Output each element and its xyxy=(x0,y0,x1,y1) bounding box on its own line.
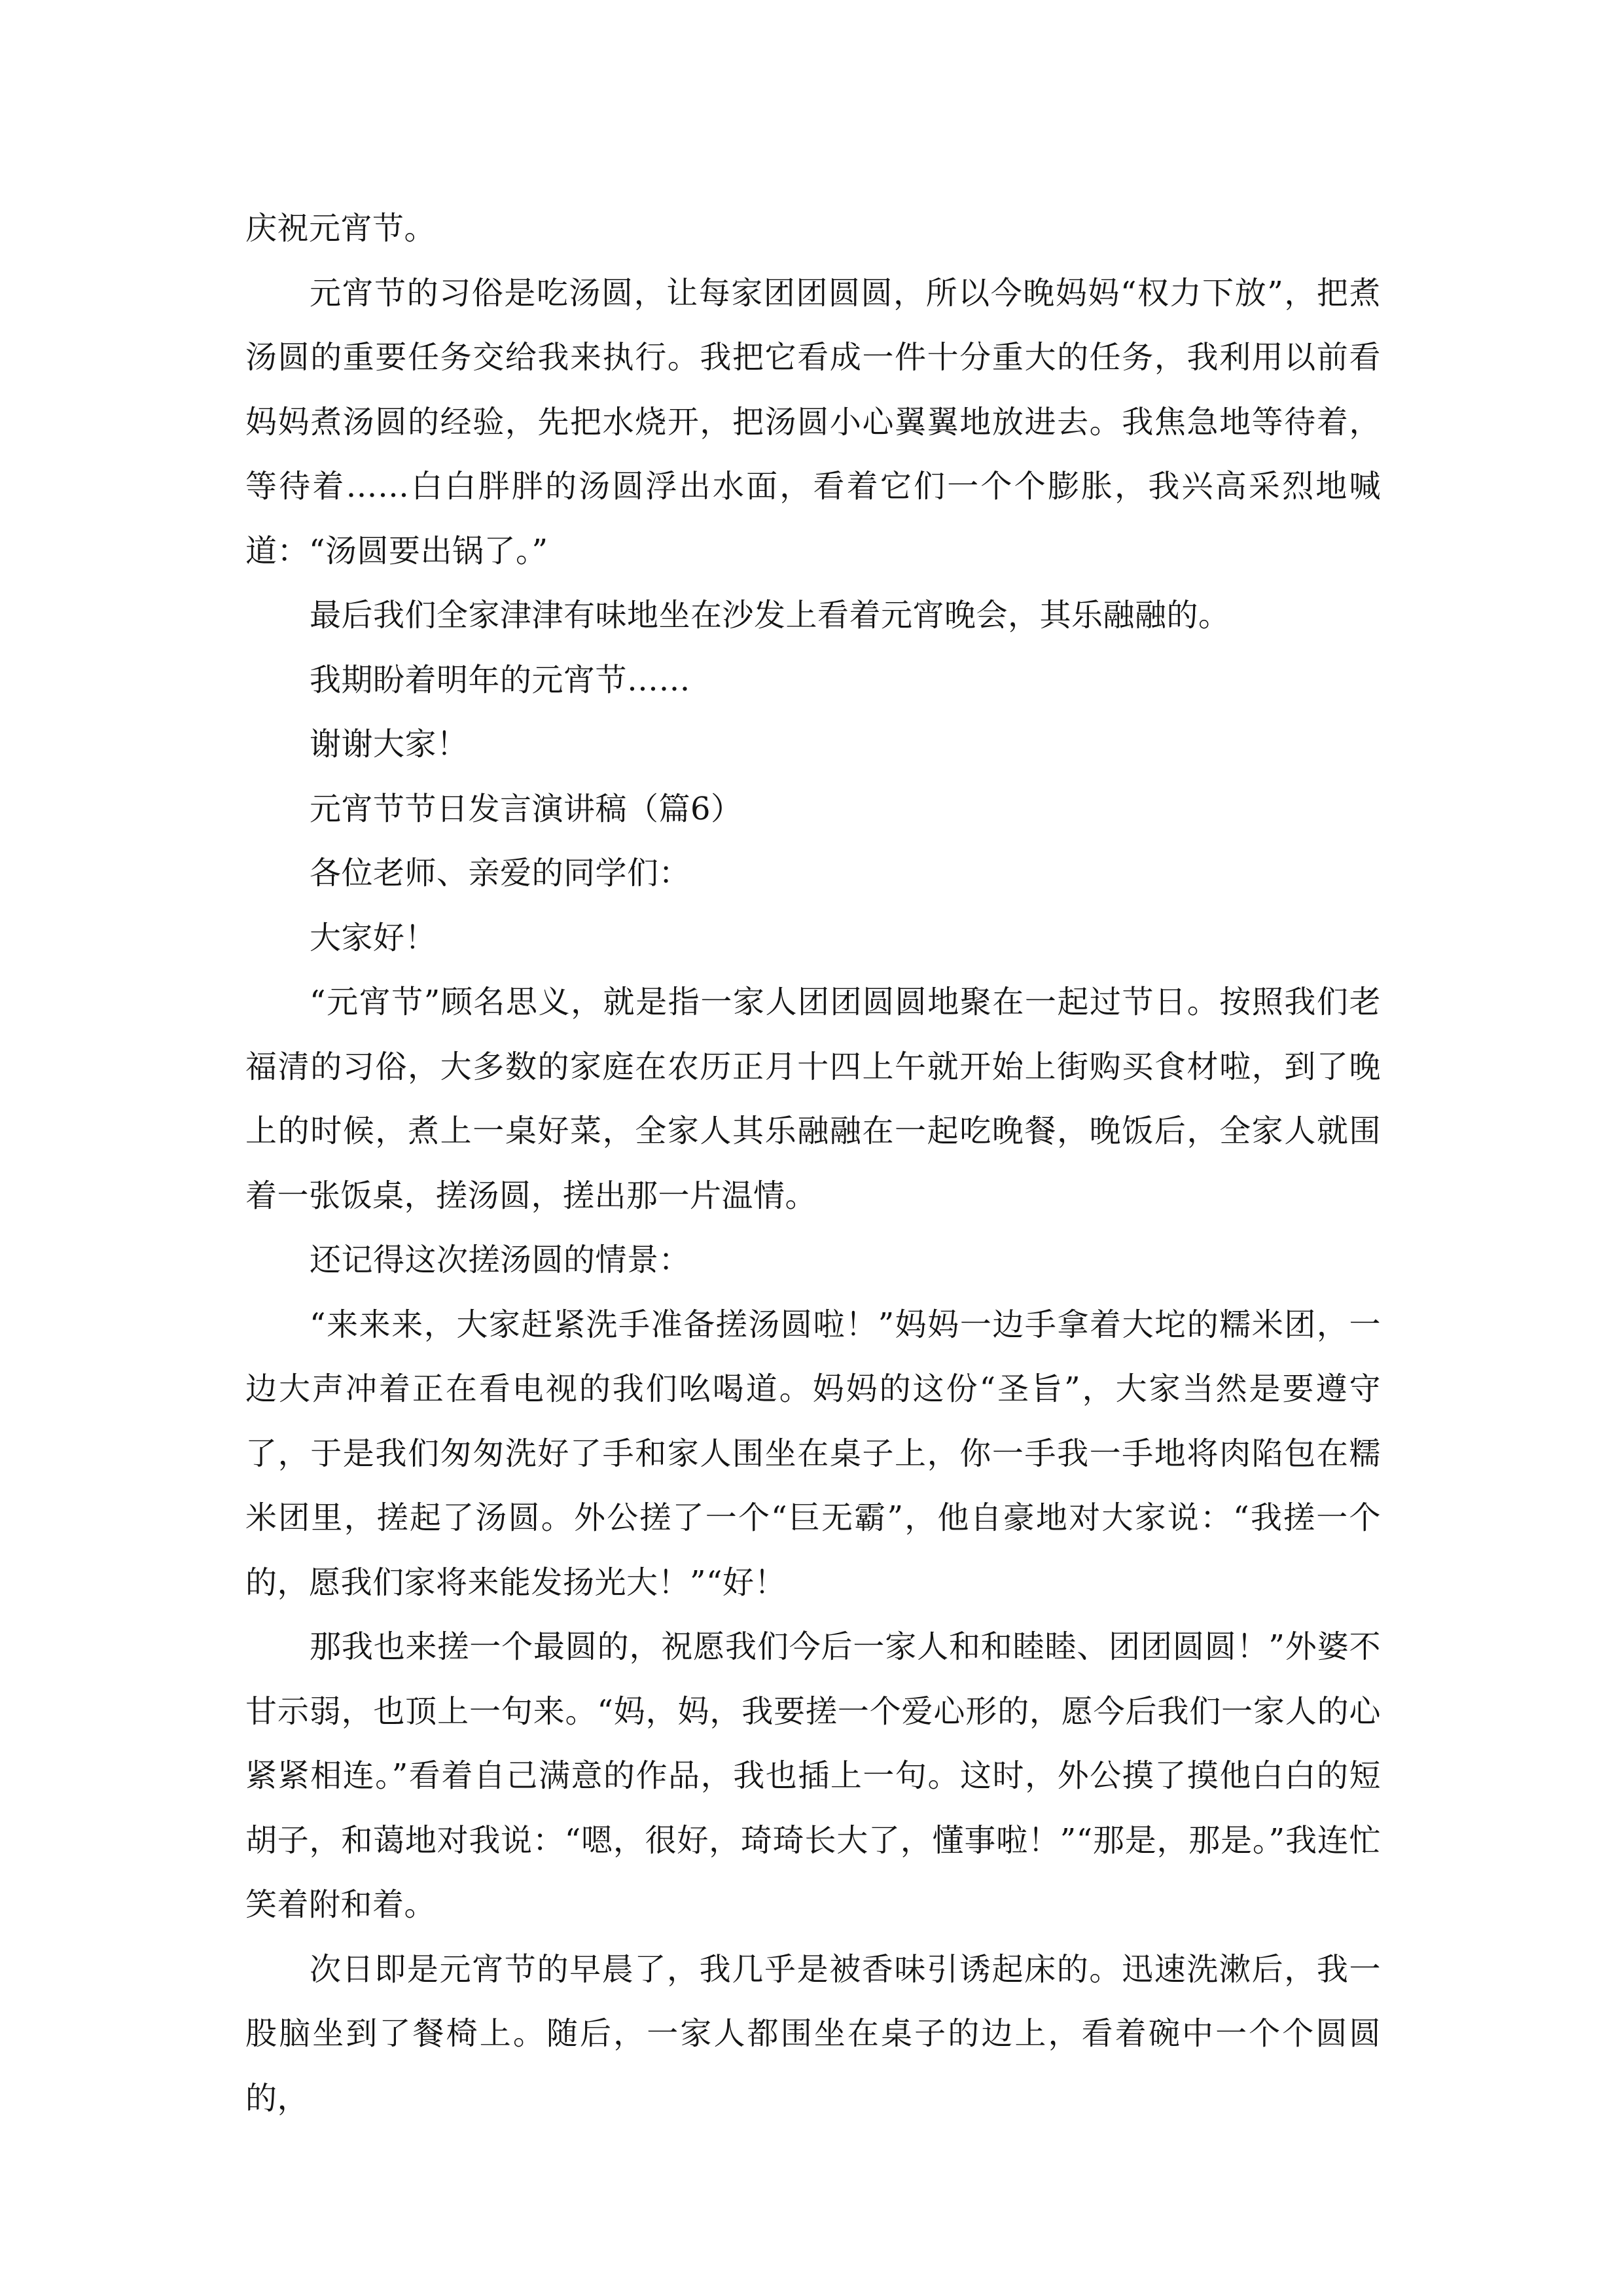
document-page xyxy=(245,196,1381,2130)
paragraph-5: 谢谢大家！ xyxy=(310,726,469,762)
paragraph-4: 我期盼着明年的元宵节…… xyxy=(310,661,691,698)
salutation: 各位老师、亲爱的同学们： xyxy=(310,855,691,891)
paragraph-3: 最后我们全家津津有味地坐在沙发上看着元宵晚会，其乐融融的。 xyxy=(310,597,1230,634)
paragraph-1: 庆祝元宵节。 xyxy=(245,210,437,247)
paragraph-13: 次日即是元宵节的早晨了，我几乎是被香味引诱起床的。迅速洗漱后，我一股脑坐到了餐椅上。随后，一家人都围坐在桌子的边上，看着碗中一个个圆圆的， xyxy=(245,1950,1381,2117)
paragraph-11: “来来来，大家赶紧洗手准备搓汤圆啦！”妈妈一边手拿着大坨的糯米团，一边大声冲着正在看电视的我们吆喝道。妈妈的这份“圣旨”，大家当然是要遵守了，于是我们匆匆洗好了手和家人围坐在桌子上，你一手我一手地将肉陷包在糯米团里，搓起了汤圆。外公搓了一个“巨无霸”，他自豪地对大家说：“我搓一个的，愿我们家将来能发扬光大！”“好！ xyxy=(245,1306,1381,1601)
paragraph-2: 元宵节的习俗是吃汤圆，让每家团团圆圆，所以今晚妈妈“权力下放”，把煮汤圆的重要任务交给我来执行。我把它看成一件十分重大的任务，我利用以前看妈妈煮汤圆的经验，先把水烧开，把汤圆小心翼翼地放进去。我焦急地等待着，等待着……白白胖胖的汤圆浮出水面，看着它们一个个膨胀，我兴高采烈地喊道：“汤圆要出锅了。” xyxy=(245,274,1381,569)
paragraph-10: 还记得这次搓汤圆的情景： xyxy=(310,1242,691,1278)
paragraph-9: “元宵节”顾名思义，就是指一家人团团圆圆地聚在一起过节日。按照我们老福清的习俗，大多数的家庭在农历正月十四上午就开始上街购买食材啦，到了晚上的时候，煮上一桌好菜，全家人其乐融融在一起吃晚餐，晚饭后，全家人就围着一张饭桌，搓汤圆，搓出那一片温情。 xyxy=(245,984,1381,1214)
section-heading: 元宵节节日发言演讲稿（篇6） xyxy=(310,790,743,827)
greeting: 大家好！ xyxy=(310,919,437,956)
paragraph-12: 那我也来搓一个最圆的，祝愿我们今后一家人和和睦睦、团团圆圆！”外婆不甘示弱，也顶上一句来。“妈，妈，我要搓一个爱心形的，愿今后我们一家人的心紧紧相连。”看着自己满意的作品，我也插上一句。这时，外公摸了摸他白白的短胡子，和蔼地对我说：“嗯，很好，琦琦长大了，懂事啦！”“那是，那是。”我连忙笑着附和着。 xyxy=(245,1628,1381,1923)
